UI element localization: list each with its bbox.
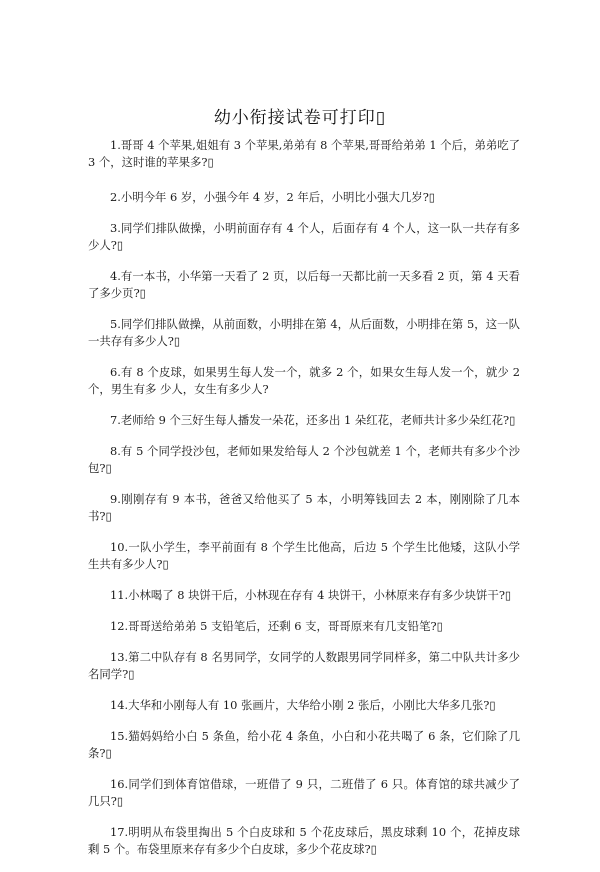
question-item: 14.大华和小刚每人有 10 张画片，大华给小刚 2 张后，小刚比大华多几张?▯: [110, 698, 496, 712]
question-item: 3.同学们排队做操，小明前面存有 4 个人，后面存有 4 个人，这一队一共存有多少人?▯: [88, 221, 520, 252]
question-item: 8.有 5 个同学投沙包，老师如果发给每人 2 个沙包就差 1 个，老师共有多少个沙包?▯: [88, 444, 520, 475]
question-item: 5.同学们排队做操，从前面数，小明排在第 4，从后面数，小明排在第 5，这一队一共存有多少人?▯: [88, 317, 520, 348]
question-item: 9.刚刚存有 9 本书，爸爸又给他买了 5 本，小明筹钱回去 2 本，刚刚除了几本书?▯: [88, 492, 520, 523]
question-item: 7.老师给 9 个三好生每人播发一朵花，还多出 1 朵红花，老师共计多少朵红花?▯: [110, 413, 516, 427]
question-item: 4.有一本书，小华第一天看了 2 页，以后每一天都比前一天多看 2 页，第 4 天看了多少页?▯: [88, 269, 520, 300]
question-item: 12.哥哥送给弟弟 5 支铅笔后，还剩 6 支，哥哥原来有几支铅笔?▯: [110, 619, 443, 633]
question-item: 10.一队小学生，李平前面有 8 个学生比他高，后边 5 个学生比他矮，这队小学生共有多少人?▯: [88, 540, 520, 571]
question-item: 13.第二中队存有 8 名男同学，女同学的人数跟男同学同样多，第二中队共计多少名同学?▯: [88, 650, 520, 681]
page-title: 幼小衔接试卷可打印▯: [213, 108, 387, 128]
question-item: 16.同学们到体育馆借球，一班借了 9 只，二班借了 6 只。体育馆的球共减少了几只?▯: [88, 777, 520, 808]
question-item: 1.哥哥 4 个苹果,姐姐有 3 个苹果,弟弟有 8 个苹果,哥哥给弟弟 1 个后，弟弟吃了 3 个，这时谁的苹果多?▯: [88, 138, 521, 169]
question-item: 2.小明今年 6 岁，小强今年 4 岁，2 年后，小明比小强大几岁?▯: [110, 190, 436, 204]
question-list: [88, 137, 520, 872]
question-item: 6.有 8 个皮球，如果男生每人发一个，就多 2 个，如果女生每人发一个，就少 2 个，男生有多 少人，女生有多少人?: [88, 365, 520, 396]
question-item: 15.猫妈妈给小白 5 条鱼，给小花 4 条鱼，小白和小花共喝了 6 条，它们除了几条?▯: [88, 729, 520, 760]
question-item: 11.小林喝了 8 块饼干后，小林现在存有 4 块饼干，小林原来存有多少块饼干?▯: [110, 588, 512, 602]
question-item: 17.明明从布袋里掏出 5 个白皮球和 5 个花皮球后，黑皮球剩 10 个，花掉皮球剩 5 个。布袋里原来存有多少个白皮球，多少个花皮球?▯: [88, 825, 520, 856]
